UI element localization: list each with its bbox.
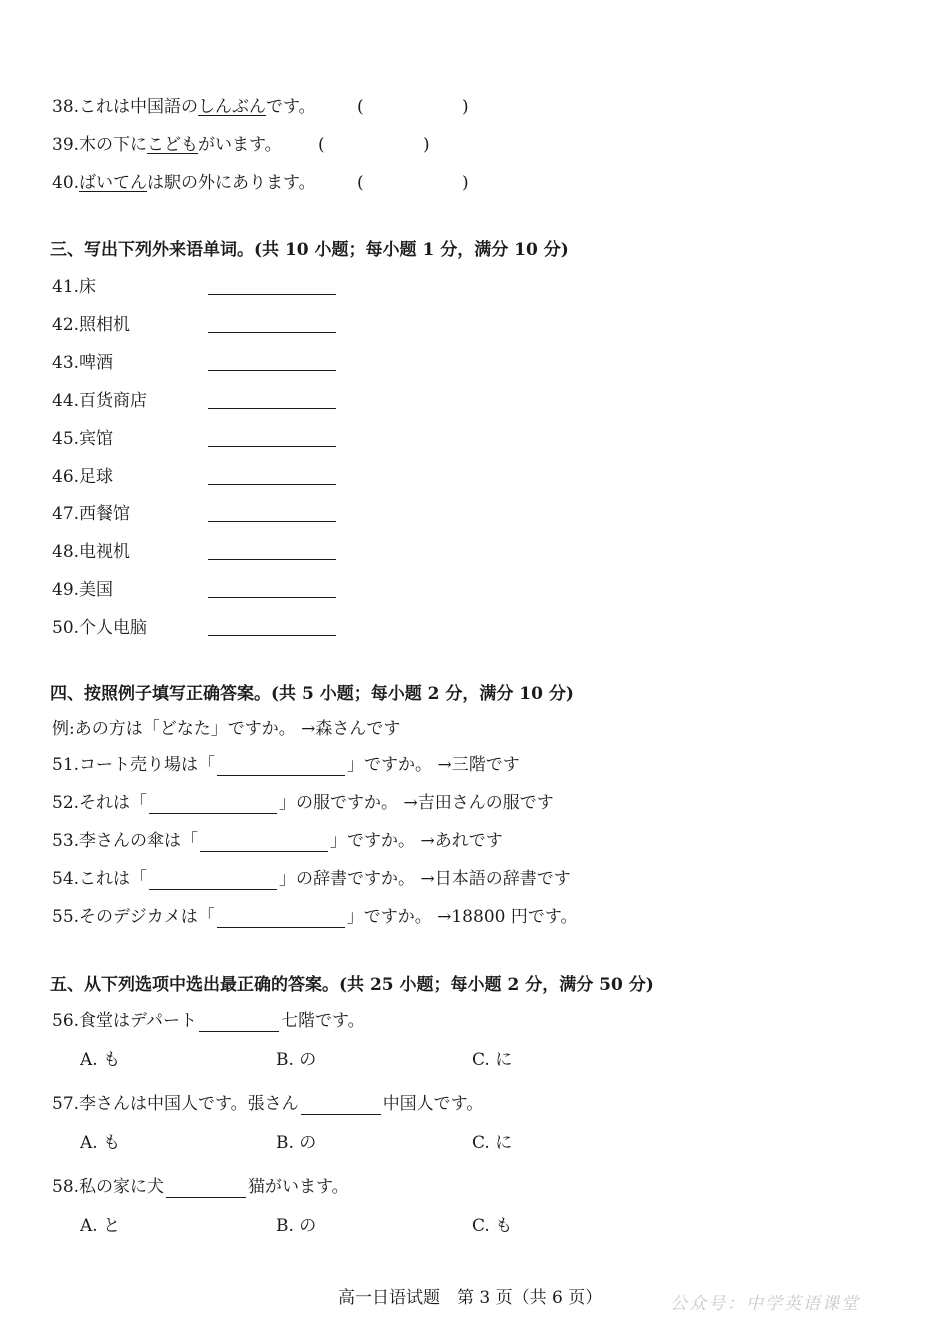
question-text: は駅の外にあります。 (147, 173, 316, 193)
answer-blank[interactable] (301, 1096, 381, 1115)
question-number: 57. (52, 1094, 80, 1114)
vocab-item-43 (52, 352, 113, 374)
question-number: 53. (52, 831, 80, 851)
option-a[interactable]: A. も (80, 1133, 121, 1153)
answer-blank[interactable] (208, 294, 336, 295)
question-58 (52, 1176, 349, 1198)
watermark: 公众号：中学英语课堂 (670, 1294, 860, 1314)
question-number: 58. (52, 1177, 80, 1197)
question-number: 39. (52, 135, 80, 155)
vocab-word: 美国 (79, 580, 114, 600)
option-a[interactable]: A. と (80, 1216, 121, 1236)
vocab-word: 百货商店 (79, 391, 148, 411)
question-text: 猫がいます。 (248, 1177, 349, 1197)
vocab-word: 西餐馆 (79, 504, 131, 524)
option-c[interactable]: C. も (472, 1216, 513, 1236)
vocab-word: 啤酒 (79, 353, 114, 373)
vocab-word: 个人电脑 (79, 618, 148, 638)
question-54 (52, 868, 571, 890)
question-number: 40. (52, 173, 80, 193)
question-number: 47. (52, 504, 80, 524)
question-57 (52, 1093, 483, 1115)
option-a[interactable]: A. も (80, 1050, 121, 1070)
question-53 (52, 830, 503, 852)
question-text: 食堂はデパート (79, 1011, 198, 1031)
vocab-item-41 (52, 276, 96, 298)
vocab-item-50 (52, 617, 147, 639)
vocab-item-47 (52, 503, 130, 525)
question-number: 54. (52, 869, 80, 889)
question-number: 55. (52, 907, 80, 927)
question-number: 45. (52, 429, 80, 449)
question-number: 41. (52, 277, 80, 297)
answer-blank[interactable] (208, 408, 336, 409)
answer-paren-open: ( (318, 135, 325, 155)
answer-blank[interactable] (200, 833, 328, 852)
question-number: 51. (52, 755, 80, 775)
question-text: 木の下に (79, 135, 148, 155)
vocab-item-49 (52, 579, 113, 601)
section-4-heading: 四、按照例子填写正确答案。(共 5 小题；每小题 2 分，满分 10 分) (50, 684, 574, 704)
question-number: 43. (52, 353, 80, 373)
answer-paren-close: ) (462, 173, 469, 193)
question-56 (52, 1010, 365, 1032)
answer-blank[interactable] (208, 597, 336, 598)
answer-paren-close: ) (462, 97, 469, 117)
option-b[interactable]: B. の (276, 1050, 317, 1070)
question-text: そのデジカメは「 (79, 907, 215, 927)
vocab-word: 照相机 (79, 315, 131, 335)
question-number: 42. (52, 315, 80, 335)
answer-blank[interactable] (199, 1013, 279, 1032)
vocab-word: 电视机 (79, 542, 131, 562)
question-text: 中国人です。 (382, 1094, 484, 1114)
underlined-word: こども (147, 135, 199, 155)
question-number: 46. (52, 467, 80, 487)
question-text: 」ですか。 →あれです (330, 831, 503, 851)
vocab-item-42 (52, 314, 130, 336)
option-c[interactable]: C. に (472, 1133, 513, 1153)
answer-blank[interactable] (208, 484, 336, 485)
answer-blank[interactable] (208, 635, 336, 636)
question-text: 李さんは中国人です。張さん (79, 1094, 299, 1114)
answer-blank[interactable] (166, 1179, 246, 1198)
underlined-word: ばいてん (79, 173, 148, 193)
example-line: 例:あの方は「どなた」ですか。 →森さんです (52, 719, 401, 739)
question-number: 52. (52, 793, 80, 813)
section-5-heading: 五、从下列选项中选出最正确的答案。(共 25 小题；每小题 2 分，满分 50 分) (50, 975, 654, 995)
question-38 (52, 96, 316, 118)
vocab-item-45 (52, 428, 113, 450)
question-number: 49. (52, 580, 80, 600)
question-text: 私の家に犬 (79, 1177, 165, 1197)
option-b[interactable]: B. の (276, 1216, 317, 1236)
answer-blank[interactable] (217, 757, 345, 776)
answer-paren-close: ) (423, 135, 430, 155)
question-39 (52, 134, 282, 156)
question-text: 」ですか。 →三階です (347, 755, 520, 775)
question-text: 」の服ですか。 →吉田さんの服です (279, 793, 554, 813)
answer-blank[interactable] (208, 446, 336, 447)
question-51 (52, 754, 520, 776)
vocab-item-46 (52, 466, 113, 488)
question-text: 」の辞書ですか。 →日本語の辞書です (279, 869, 571, 889)
answer-blank[interactable] (208, 370, 336, 371)
vocab-item-48 (52, 541, 130, 563)
vocab-word: 床 (79, 277, 97, 297)
section-3-heading: 三、写出下列外来语单词。(共 10 小题；每小题 1 分，满分 10 分) (50, 240, 569, 260)
question-number: 44. (52, 391, 80, 411)
question-number: 50. (52, 618, 80, 638)
question-52 (52, 792, 554, 814)
answer-blank[interactable] (149, 795, 277, 814)
option-c[interactable]: C. に (472, 1050, 513, 1070)
question-text: コート売り場は「 (79, 755, 216, 775)
question-40 (52, 172, 316, 194)
underlined-word: しんぶん (198, 97, 267, 117)
vocab-word: 足球 (79, 467, 114, 487)
page-footer: 高一日语试题 第 3 页（共 6 页） (338, 1288, 603, 1308)
answer-paren-open: ( (357, 97, 364, 117)
answer-blank[interactable] (149, 871, 277, 890)
answer-blank[interactable] (208, 332, 336, 333)
vocab-word: 宾馆 (79, 429, 114, 449)
question-text: がいます。 (198, 135, 282, 155)
question-text: 七階です。 (281, 1011, 365, 1031)
answer-blank[interactable] (208, 559, 336, 560)
question-text: これは中国語の (79, 97, 199, 117)
question-number: 56. (52, 1011, 80, 1031)
answer-blank[interactable] (208, 521, 336, 522)
question-text: これは「 (79, 869, 148, 889)
question-number: 48. (52, 542, 80, 562)
answer-paren-open: ( (357, 173, 364, 193)
question-text: それは「 (79, 793, 148, 813)
question-text: 李さんの傘は「 (79, 831, 199, 851)
question-text: 」ですか。 →18800 円です。 (346, 907, 578, 927)
option-b[interactable]: B. の (276, 1133, 317, 1153)
vocab-item-44 (52, 390, 147, 412)
question-text: です。 (266, 97, 316, 117)
question-55 (52, 906, 578, 928)
answer-blank[interactable] (217, 909, 345, 928)
question-number: 38. (52, 97, 80, 117)
